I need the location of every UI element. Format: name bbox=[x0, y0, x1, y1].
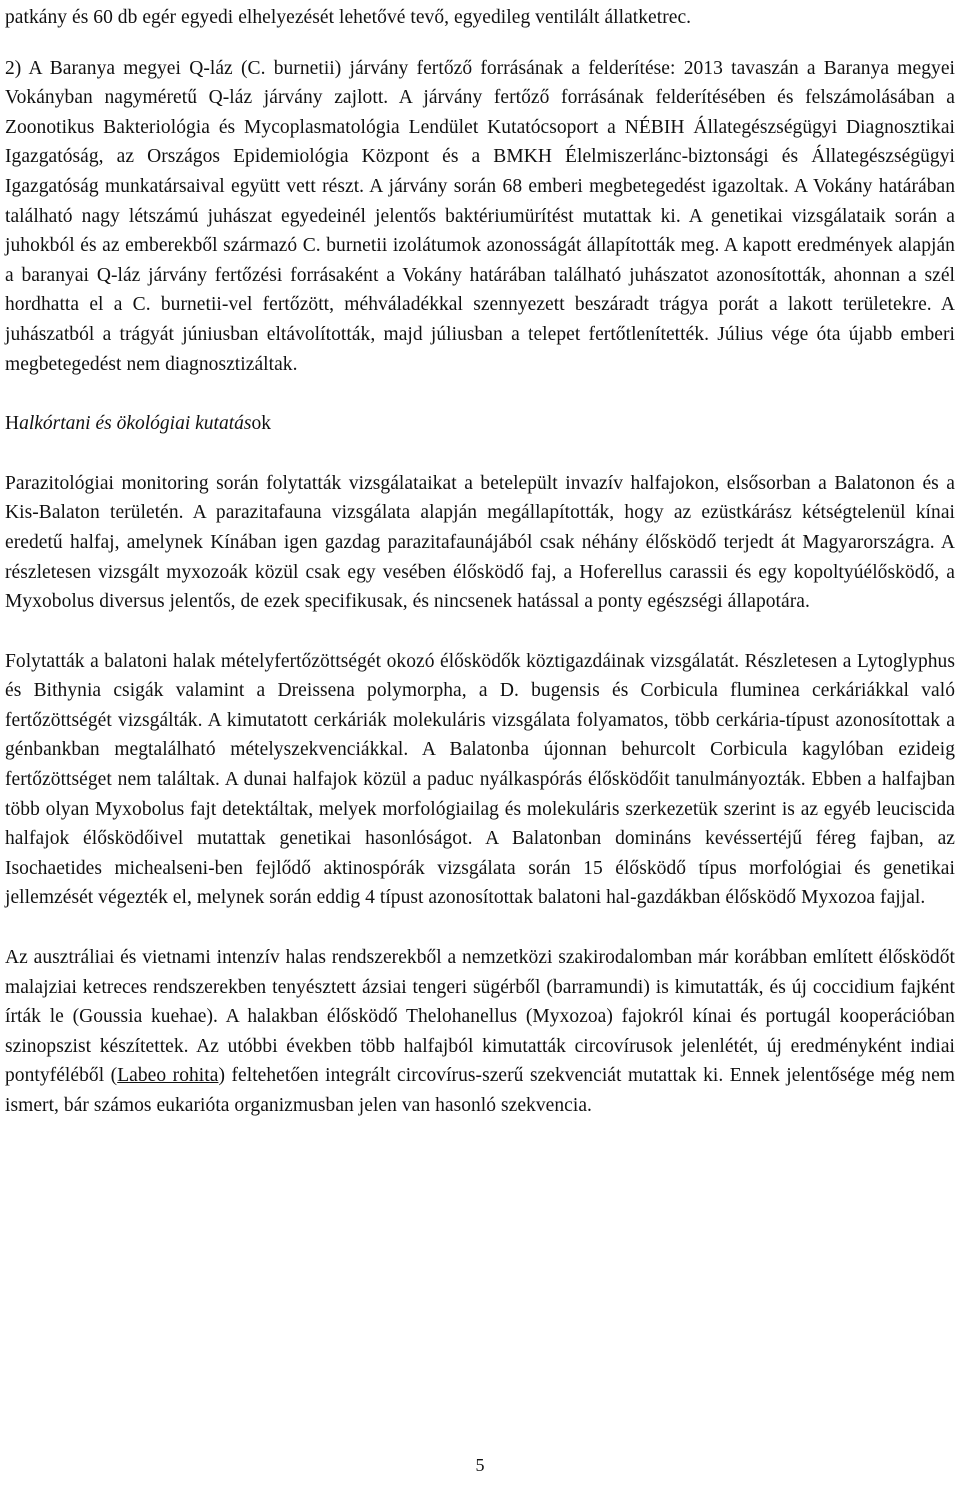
intro-text: patkány és 60 db egér egyedi elhelyezését lehetővé tevő, egyedileg ventilált állatketrec. bbox=[5, 7, 692, 28]
q-fever-text: 2) A Baranya megyei Q-láz (C. burnetii) járvány fertőző forrásának a felderítése: 2013 tavaszán a Baranya megyei Vokányban nagyméretű Q-láz járvány zajlott. A járvány fertőző forrásának felderítésében és felszámolásában a Zoonotikus Bakteriológia és Mycoplasmatológia Lendület Kutatócsoport a NÉBIH Állategészségügyi Diagnosztikai Igazgatóság, az Országos Epidemiológia Központ és a BMKH Élelmiszerlánc-biztonsági és Állategészségügyi Igazgatóság munkatársaival együtt vett részt. A járvány során 68 emberi megbetegedést igazoltak. A Vokány határában található nagy létszámú juhászat egyedeinél jelentős baktériumürítést mutattak ki. A genetikai vizsgálataik során a juhokból és az emberekből származó C. burnetii izolátumok azonosságát állapították meg. A kapott eredmények alapján a baranyai Q-láz járvány fertőzési forrásaként a Vokány határában található juhászatot azonosították, ahonnan a szél hordhatta el a C. burnetii-vel fertőzött, méhváladékkal szennyezett beszáradt trágya porát a lakott területekre. A juhászatból a trágyát júniusban eltávolították, majd júliusban a telepet fertőtlenítették. Július vége óta újabb emberi megbetegedést nem diagnosztizáltak. bbox=[5, 57, 955, 375]
heading-first-letter: H bbox=[5, 413, 20, 435]
section-heading bbox=[5, 409, 955, 439]
document-page bbox=[5, 0, 955, 1121]
circovirus-text-before: Az ausztráliai és vietnami intenzív halas rendszerekből a nemzetközi szakirodalomban már korábban említett élősködőt malajziai ketreces rendszerekben tenyésztett ázsiai tengeri sügérből (barramundi) is kimutatták, és új coccidium fajként írták le (Goussia kuehae). A halakban élősködő Thelohanellus (Myxozoa) fajokról kínai és portugál kooperációban szinopszist készítettek. Az utóbbi években több halfajból kimutatták circovírusok jelenlétét, új eredményként indiai pontyféléből ( bbox=[5, 947, 955, 1087]
parasitology-text: Parazitológiai monitoring során folytatták vizsgálataikat a betelepült invazív halfajokon, elsősorban a Balatonon és a Kis-Balaton területén. A parazitafauna vizsgálata alapján megállapították, hogy az ezüstkárász kétségtelenül kínai eredetű halfaj, amelynek Kínában igen gazdag parazitafaunájából csak néhány élősködő terjedt át Magyarországra. A részletesen vizsgált myxozoák közül csak egy vesében élősködő faj, a Hoferellus carassii és egy kopoltyúélősködő, a Myxobolus diversus jelentős, de ezek specifikusak, és nincsenek hatással a ponty egészségi állapotára. bbox=[5, 472, 955, 613]
heading-italic: alkórtani és ökológiai kutatás bbox=[19, 413, 252, 435]
parasitology-paragraph bbox=[5, 469, 955, 617]
fluke-text: Folytatták a balatoni halak mételyfertőzöttségét okozó élősködők köztigazdáinak vizsgálatát. Részletesen a Lytoglyphus és Bithynia csigák valamint a Dreissena polymorpha, a D. bugensis és Corbicula fluminea cerkáriákkal való fertőzöttségét vizsgálták. A kimutatott cerkáriák molekuláris vizsgálata folyamatos, több cerkária-típust azonosítottak a génbankban megtalálható mételyszekvenciákkal. A Balatonba újonnan behurcolt Corbicula kagylóban ezideig fertőzöttséget nem találtak. A dunai halfajok közül a paduc nyálkaspórás élősködőit tanulmányozták. Ebben a halfajban több olyan Myxobolus fajt detektáltak, melyek morfológiailag és molekuláris szerkezetük szerint is az egyéb leuciscida halfajok élősködőivel mutattak genetikai hasonlóságot. A Balatonban domináns kevéssertéjű féreg fajban, az Isochaetides michealseni-ben fejlődő aktinospórák vizsgálata során 15 élősködő típus morfológiai és genetikai jellemzését végezték el, melynek során eddig 4 típust azonosítottak balatoni hal-gazdákban élősködő Myxozoa fajjal. bbox=[5, 650, 955, 909]
circovirus-text-after: ) feltehetően integrált circovírus-szerű szekvenciát mutattak ki. Ennek jelentősége még nem ismert, bár számos eukarióta organizmusban jelen van hasonló szekvencia. bbox=[5, 1065, 955, 1116]
circovirus-paragraph bbox=[5, 943, 955, 1121]
labeo-rohita-term: Labeo rohita bbox=[117, 1065, 219, 1087]
intro-line bbox=[5, 3, 955, 33]
heading-suffix: ok bbox=[251, 413, 271, 435]
page-number: 5 bbox=[475, 1455, 485, 1475]
q-fever-paragraph bbox=[5, 54, 955, 380]
fluke-paragraph bbox=[5, 647, 955, 913]
